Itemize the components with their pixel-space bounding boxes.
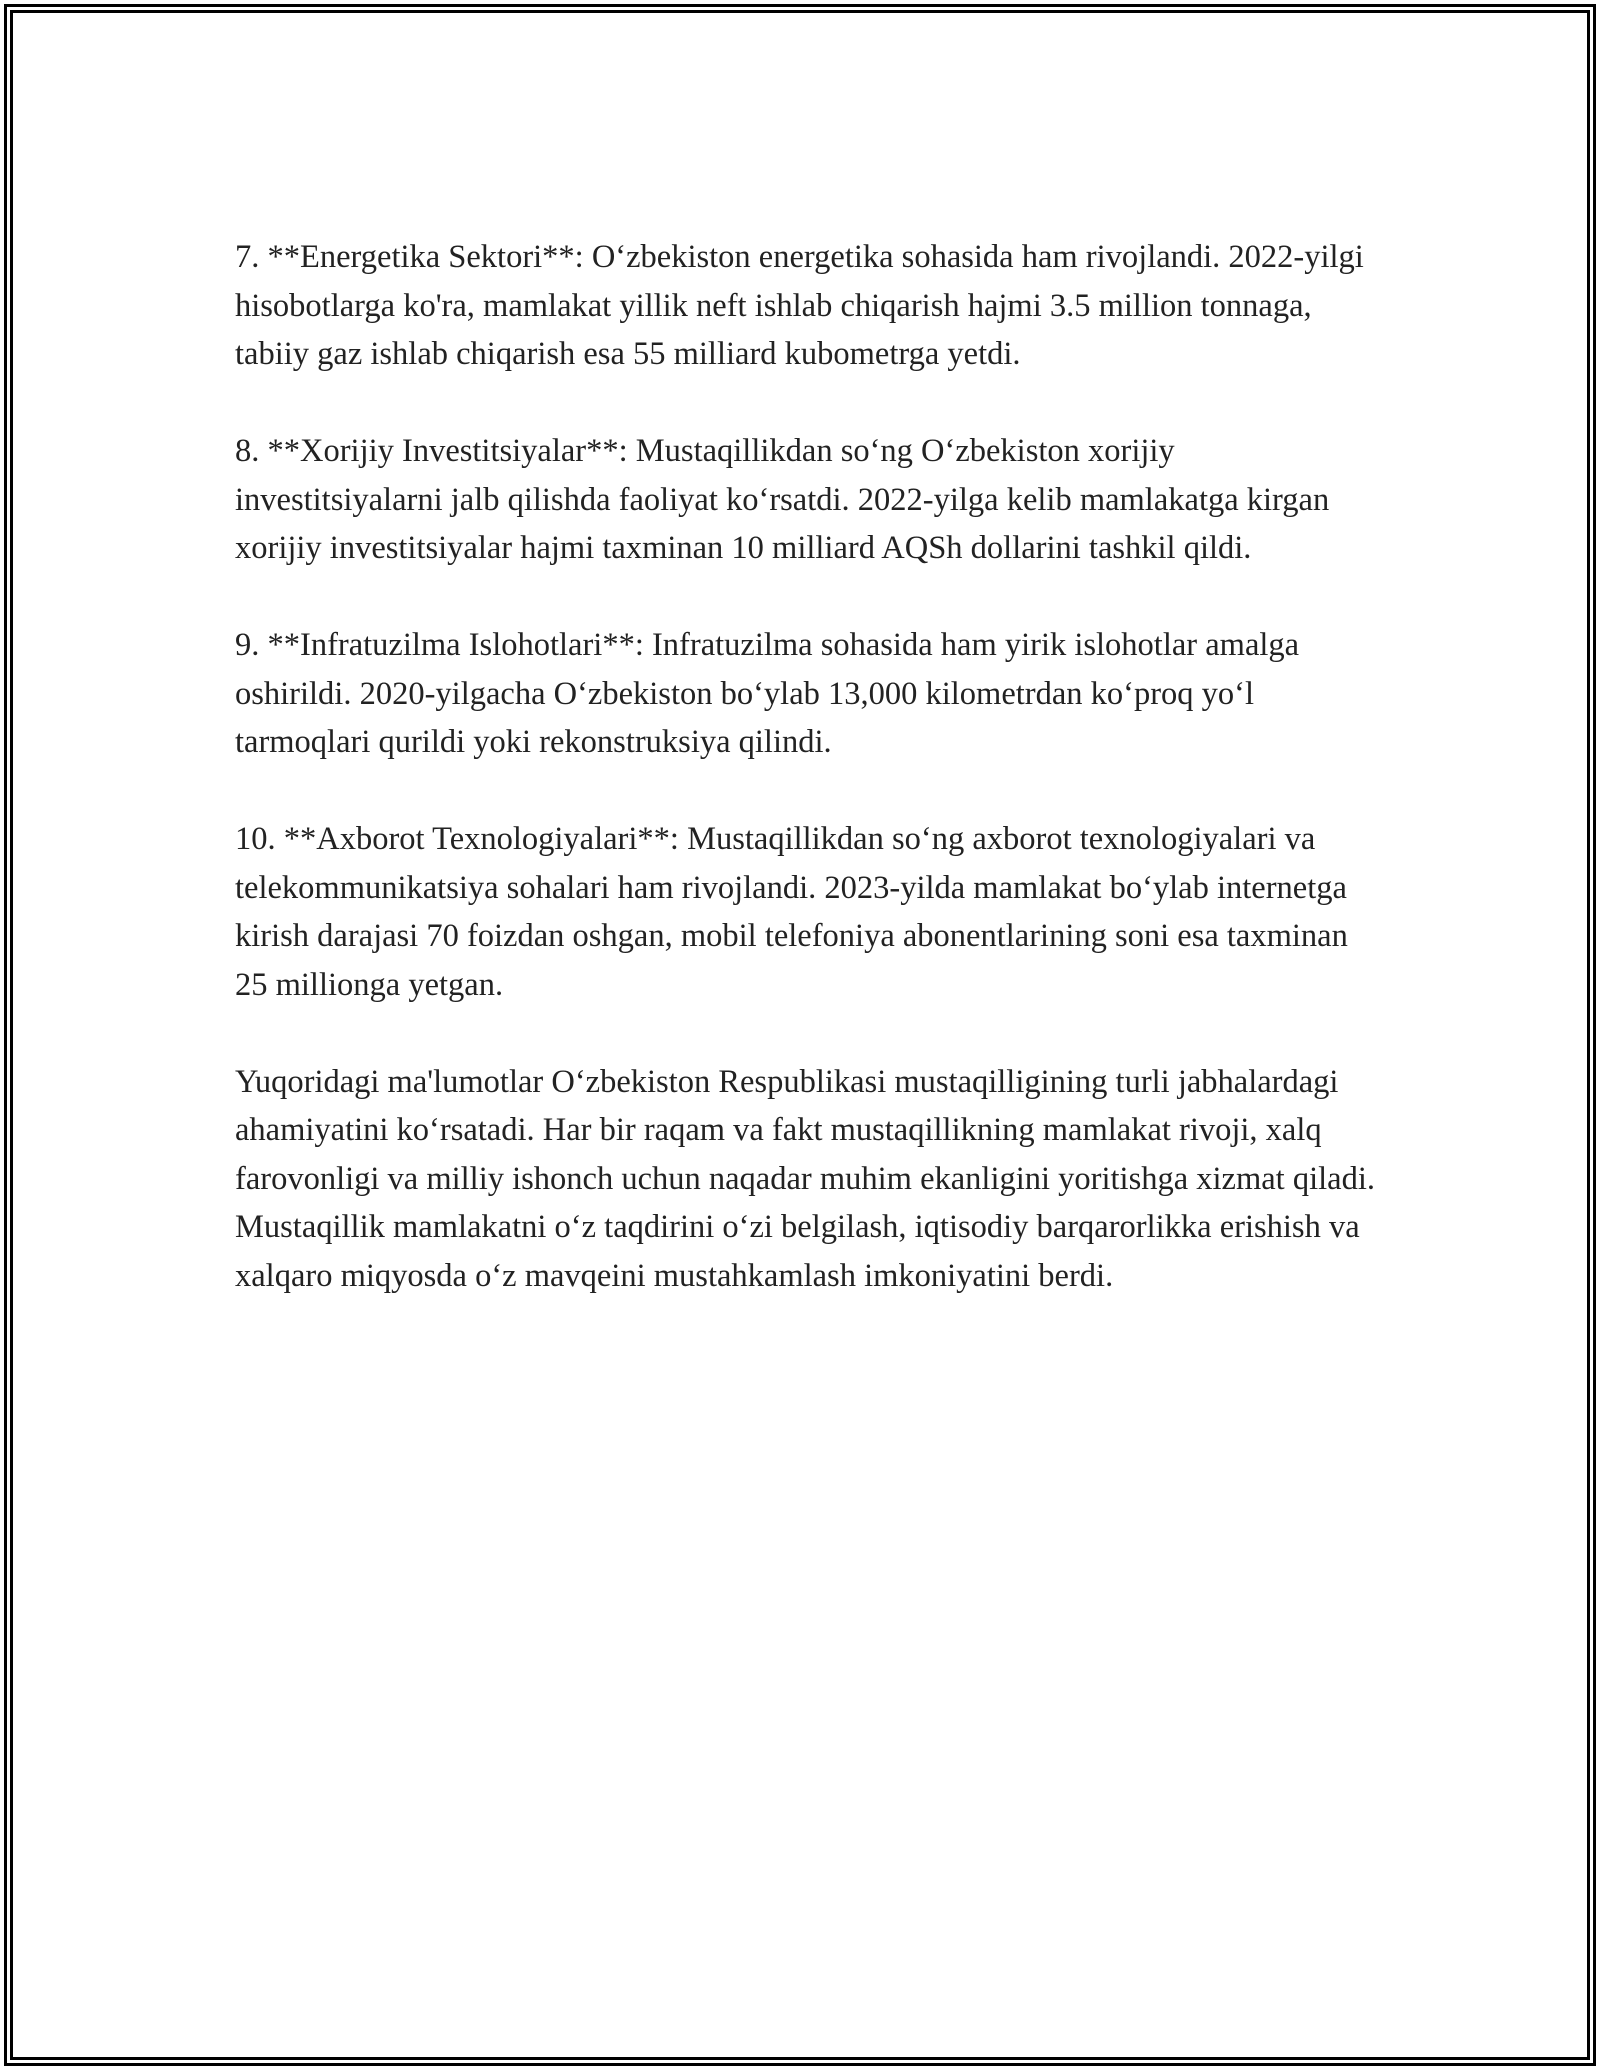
paragraph-conclusion: Yuqoridagi ma'lumotlar O‘zbekiston Respublikasi mustaqilligining turli jabhalardagi ahamiyatini ko‘rsatadi. Har bir raqam va fakt mustaqillikning mamlakat rivoji, xalq farovonligi va milliy ishonch uchun naqadar muhim ekanligini yoritishga xizmat qiladi. Mustaqillik mamlakatni o‘z taqdirini o‘zi belgilash, iqtisodiy barqarorlikka erishish va xalqaro miqyosda o‘z mavqeini mustahkamlash imkoniyatini berdi. — [235, 1063, 1375, 1294]
paragraph-xorijiy-investitsiyalar: 8. **Xorijiy Investitsiyalar**: Mustaqillikdan so‘ng O‘zbekiston xorijiy investitsiyalarni jalb qilishda faoliyat ko‘rsatdi. 2022-yilga kelib mamlakatga kirgan xorijiy investitsiyalar hajmi taxminan 10 milliard AQSh dollarini tashkil qildi. — [235, 433, 1330, 566]
paragraph-axborot-texnologiyalari: 10. **Axborot Texnologiyalari**: Mustaqillikdan so‘ng axborot texnologiyalari va telekommunikatsiya sohalari ham rivojlandi. 2023-yilda mamlakat bo‘ylab internetga kirish darajasi 70 foizdan oshgan, mobil telefoniya abonentlarining soni esa taxminan 25 millionga yetgan. — [235, 821, 1348, 1003]
paragraph-infratuzilma-islohotlari: 9. **Infratuzilma Islohotlari**: Infratuzilma sohasida ham yirik islohotlar amalga oshirildi. 2020-yilgacha O‘zbekiston bo‘ylab 13,000 kilometrdan ko‘proq yo‘l tarmoqlari qurildi yoki rekonstruksiya qilindi. — [235, 627, 1300, 760]
paragraph-energetika-sektori: 7. **Energetika Sektori**: O‘zbekiston energetika sohasida ham rivojlandi. 2022-yilgi hisobotlarga ko'ra, mamlakat yillik neft ishlab chiqarish hajmi 3.5 million tonnaga, tabiiy gaz ishlab chiqarish esa 55 milliard kubometrga yetdi. — [235, 239, 1364, 372]
document-body — [235, 233, 1385, 1300]
